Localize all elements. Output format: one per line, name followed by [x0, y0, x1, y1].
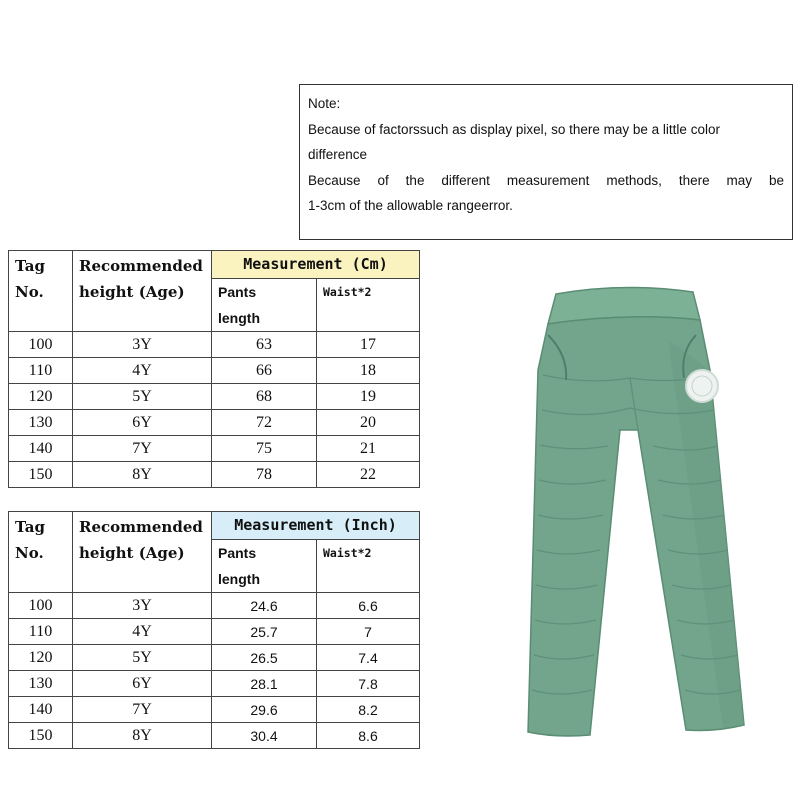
- pants-header-line2: length: [218, 310, 260, 326]
- age-cell: 6Y: [73, 410, 212, 436]
- tag-cell: 150: [9, 462, 73, 488]
- tag-header-line2: No.: [15, 544, 44, 562]
- age-cell: 6Y: [73, 671, 212, 697]
- waist-cell: 22: [317, 462, 420, 488]
- age-cell: 8Y: [73, 462, 212, 488]
- waist-cell: 6.6: [317, 593, 420, 619]
- waist-cell: 8.2: [317, 697, 420, 723]
- waist-cell: 18: [317, 358, 420, 384]
- pants-cell: 75: [212, 436, 317, 462]
- height-header: [73, 512, 212, 593]
- age-cell: 3Y: [73, 593, 212, 619]
- age-cell: 4Y: [73, 619, 212, 645]
- measurement-header: Measurement (Cm): [212, 251, 420, 279]
- age-cell: 8Y: [73, 723, 212, 749]
- age-cell: 7Y: [73, 697, 212, 723]
- pants-cell: 25.7: [212, 619, 317, 645]
- pants-cell: 29.6: [212, 697, 317, 723]
- pants-cell: 28.1: [212, 671, 317, 697]
- waist-cell: 19: [317, 384, 420, 410]
- note-line-2: difference: [308, 147, 368, 162]
- table-row: [9, 462, 420, 488]
- tag-header-line1: Tag: [15, 257, 45, 275]
- tag-header: [9, 251, 73, 332]
- pants-cell: 68: [212, 384, 317, 410]
- tag-cell: 120: [9, 645, 73, 671]
- pants-cell: 72: [212, 410, 317, 436]
- table-row: [9, 384, 420, 410]
- pants-header-line1: Pants: [218, 284, 257, 300]
- tag-cell: 100: [9, 332, 73, 358]
- note-line-4: 1-3cm of the allowable rangeerror.: [308, 198, 513, 213]
- note-line-1: Because of factorssuch as display pixel, so there may be a little color: [308, 121, 720, 137]
- tag-cell: 120: [9, 384, 73, 410]
- measurement-header: Measurement (Inch): [212, 512, 420, 540]
- tag-header: [9, 512, 73, 593]
- tag-header-line2: No.: [15, 283, 44, 301]
- table-row: [9, 619, 420, 645]
- tag-cell: 110: [9, 619, 73, 645]
- waist-cell: 7.4: [317, 645, 420, 671]
- age-cell: 3Y: [73, 332, 212, 358]
- waist-cell: 21: [317, 436, 420, 462]
- waist-cell: 7.8: [317, 671, 420, 697]
- table-row: [9, 436, 420, 462]
- height-header-line1: Recommended: [79, 257, 203, 275]
- age-cell: 5Y: [73, 645, 212, 671]
- height-header-line2: height (Age): [79, 544, 185, 562]
- pants-header-line2: length: [218, 571, 260, 587]
- pants-image: [448, 280, 788, 750]
- tag-cell: 100: [9, 593, 73, 619]
- pants-cell: 63: [212, 332, 317, 358]
- note-title: Note:: [308, 96, 341, 111]
- pants-length-header: [212, 279, 317, 332]
- tag-cell: 150: [9, 723, 73, 749]
- pants-cell: 26.5: [212, 645, 317, 671]
- note-box: [299, 84, 793, 240]
- pants-cell: 66: [212, 358, 317, 384]
- tag-header-line1: Tag: [15, 518, 45, 536]
- tag-cell: 130: [9, 410, 73, 436]
- pants-cell: 78: [212, 462, 317, 488]
- waist-cell: 8.6: [317, 723, 420, 749]
- waist-cell: 17: [317, 332, 420, 358]
- tag-cell: 140: [9, 697, 73, 723]
- size-table-cm: [8, 250, 420, 488]
- table-row: [9, 697, 420, 723]
- table-row: [9, 332, 420, 358]
- waist-cell: 20: [317, 410, 420, 436]
- age-cell: 5Y: [73, 384, 212, 410]
- table-row: [9, 358, 420, 384]
- height-header: [73, 251, 212, 332]
- pants-cell: 24.6: [212, 593, 317, 619]
- waist-cell: 7: [317, 619, 420, 645]
- table-row: [9, 723, 420, 749]
- waist-header: Waist*2: [317, 279, 420, 332]
- logo-patch: [686, 370, 718, 402]
- table-row: [9, 410, 420, 436]
- tag-cell: 130: [9, 671, 73, 697]
- tag-cell: 140: [9, 436, 73, 462]
- note-line-3: Because of the different measurement methods, there may be: [308, 172, 784, 188]
- pants-length-header: [212, 540, 317, 593]
- height-header-line1: Recommended: [79, 518, 203, 536]
- age-cell: 7Y: [73, 436, 212, 462]
- table-row: [9, 671, 420, 697]
- tag-cell: 110: [9, 358, 73, 384]
- size-table-inch: [8, 511, 420, 749]
- waist-header: Waist*2: [317, 540, 420, 593]
- height-header-line2: height (Age): [79, 283, 185, 301]
- table-row: [9, 593, 420, 619]
- age-cell: 4Y: [73, 358, 212, 384]
- table-row: [9, 645, 420, 671]
- pants-cell: 30.4: [212, 723, 317, 749]
- pants-header-line1: Pants: [218, 545, 257, 561]
